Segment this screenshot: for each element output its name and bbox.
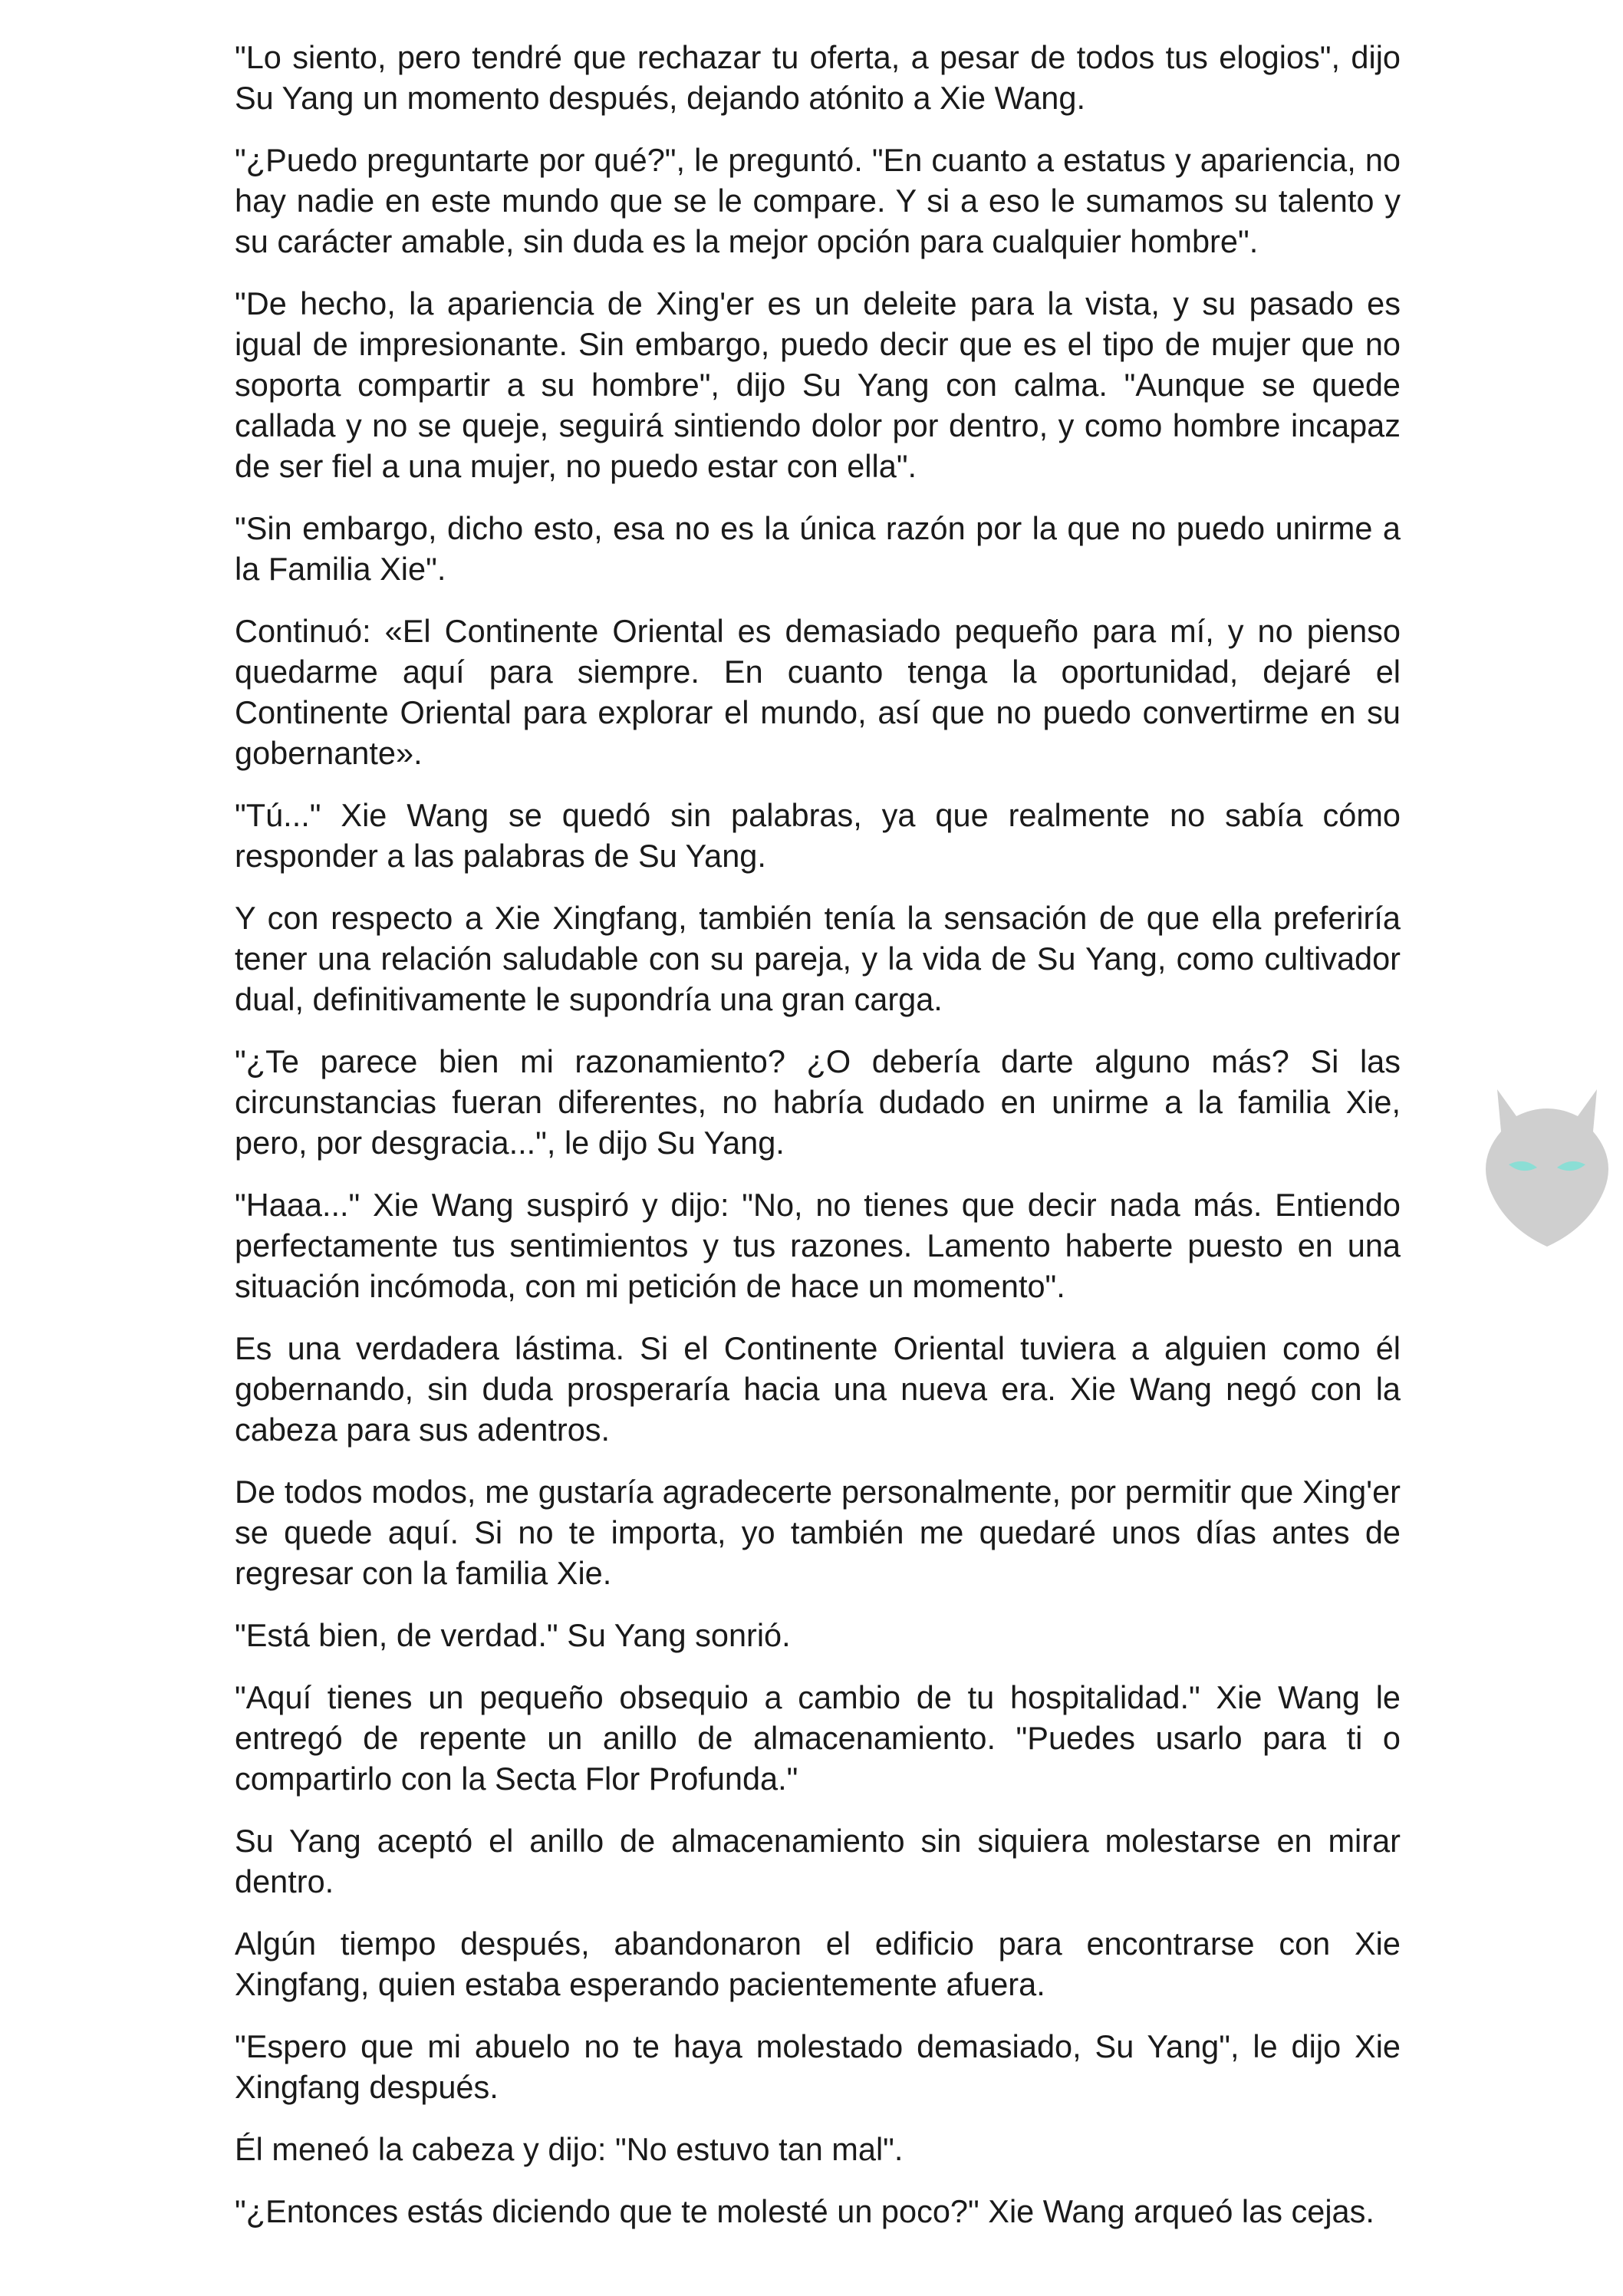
paragraph: Continuó: «El Continente Oriental es demasiado pequeño para mí, y no pienso quedarme aquí para siempre. En cuanto tenga la oportunidad, dejaré el Continente Oriental para explorar el mundo, así que no puedo convertirme en su gobernante».: [235, 613, 1401, 771]
document-body: [235, 37, 1401, 2253]
paragraph: "Sin embargo, dicho esto, esa no es la única razón por la que no puedo unirme a la Familia Xie".: [235, 510, 1401, 587]
demon-head-shape: [1486, 1089, 1608, 1247]
paragraph: "Lo siento, pero tendré que rechazar tu oferta, a pesar de todos tus elogios", dijo Su Yang un momento después, dejando atónito a Xie Wang.: [235, 39, 1401, 116]
paragraph: "¿Te parece bien mi razonamiento? ¿O debería darte alguno más? Si las circunstancias fueran diferentes, no habría dudado en unirme a la familia Xie, pero, por desgracia...", le dijo Su Yang.: [235, 1043, 1401, 1161]
paragraph: "¿Entonces estás diciendo que te molesté un poco?" Xie Wang arqueó las cejas.: [235, 2193, 1374, 2229]
paragraph: Algún tiempo después, abandonaron el edificio para encontrarse con Xie Xingfang, quien estaba esperando pacientemente afuera.: [235, 1925, 1401, 2002]
paragraph: "Aquí tienes un pequeño obsequio a cambio de tu hospitalidad." Xie Wang le entregó de repente un anillo de almacenamiento. "Puedes usarlo para ti o compartirlo con la Secta Flor Profunda.": [235, 1679, 1401, 1797]
paragraph: "Haaa..." Xie Wang suspiró y dijo: "No, no tienes que decir nada más. Entiendo perfectamente tus sentimientos y tus razones. Lamento haberte puesto en una situación incómoda, con mi petición de hace un momento".: [235, 1187, 1401, 1304]
paragraph: Es una verdadera lástima. Si el Continente Oriental tuviera a alguien como él gobernando, sin duda prosperaría hacia una nueva era. Xie Wang negó con la cabeza para sus adentros.: [235, 1330, 1401, 1448]
paragraph: De todos modos, me gustaría agradecerte personalmente, por permitir que Xing'er se quede aquí. Si no te importa, yo también me quedaré unos días antes de regresar con la familia Xie.: [235, 1474, 1401, 1591]
paragraph: Y con respecto a Xie Xingfang, también tenía la sensación de que ella preferiría tener una relación saludable con su pareja, y la vida de Su Yang, como cultivador dual, definitivamente le supondría una gran carga.: [235, 900, 1401, 1017]
paragraph: Su Yang aceptó el anillo de almacenamiento sin siquiera molestarse en mirar dentro.: [235, 1823, 1401, 1899]
paragraph: Él meneó la cabeza y dijo: "No estuvo tan mal".: [235, 2131, 904, 2167]
paragraph: "Espero que mi abuelo no te haya molestado demasiado, Su Yang", le dijo Xie Xingfang después.: [235, 2028, 1401, 2105]
paragraph: "De hecho, la apariencia de Xing'er es un deleite para la vista, y su pasado es igual de impresionante. Sin embargo, puedo decir que es el tipo de mujer que no soporta compartir a su hombre", dijo Su Yang con calma. "Aunque se quede callada y no se queje, seguirá sintiendo dolor por dentro, y como hombre incapaz de ser fiel a una mujer, no puedo estar con ella".: [235, 285, 1401, 484]
paragraph: "Tú..." Xie Wang se quedó sin palabras, ya que realmente no sabía cómo responder a las palabras de Su Yang.: [235, 797, 1401, 874]
paragraph: "¿Puedo preguntarte por qué?", le preguntó. "En cuanto a estatus y apariencia, no hay nadie en este mundo que se le compare. Y si a eso le sumamos su talento y su carácter amable, sin duda es la mejor opción para cualquier hombre".: [235, 142, 1401, 259]
paragraph: "Está bien, de verdad." Su Yang sonrió.: [235, 1617, 791, 1653]
demon-head-icon: [1474, 1074, 1620, 1250]
